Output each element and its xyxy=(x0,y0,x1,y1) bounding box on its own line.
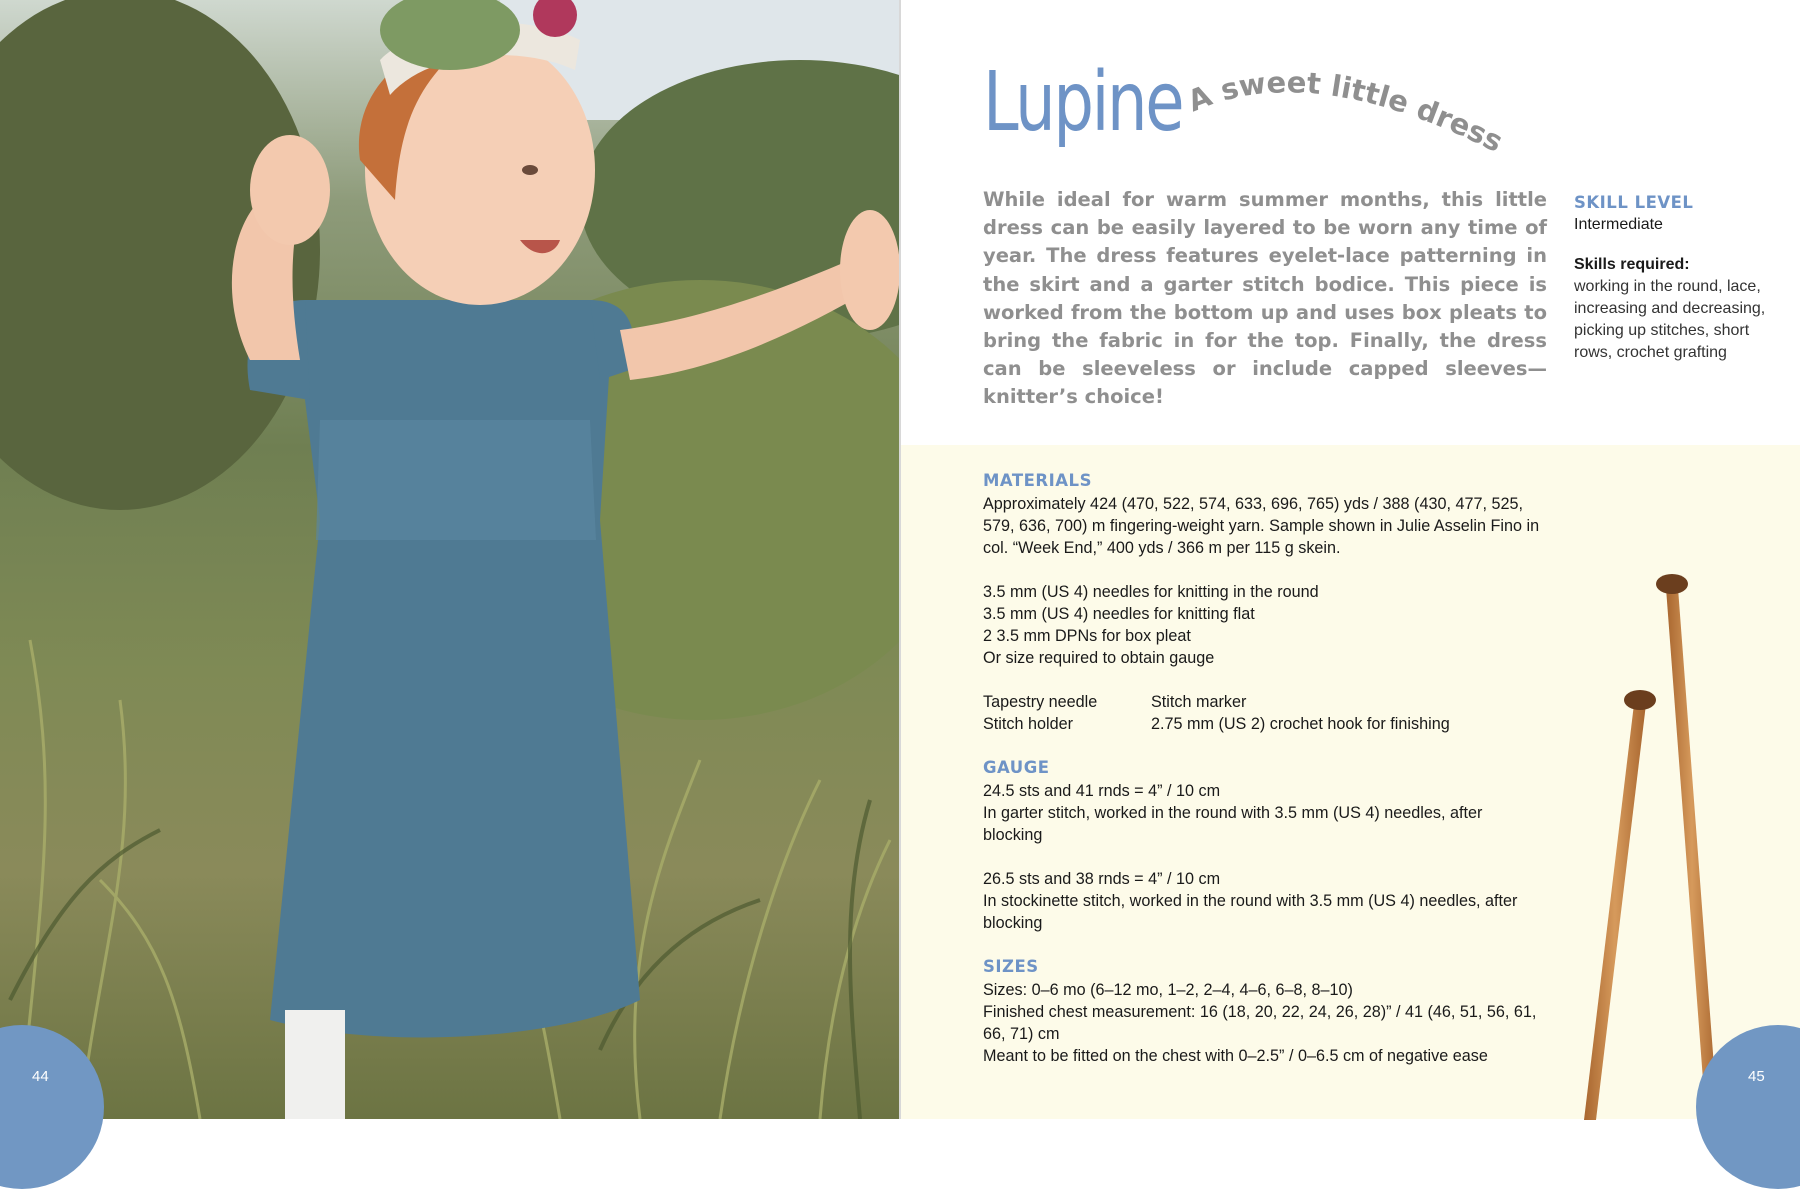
sizes-list: Sizes: 0–6 mo (6–12 mo, 1–2, 2–4, 4–6, 6–8, 8–10) xyxy=(983,981,1353,999)
gauge-garter-note: In garter stitch, worked in the round with 3.5 mm (US 4) needles, after blocking xyxy=(983,804,1483,844)
pattern-title: Lupine xyxy=(983,55,1183,150)
photo-illustration xyxy=(0,0,900,1119)
pattern-details xyxy=(983,470,1543,1067)
materials-section xyxy=(983,470,1543,559)
photo-child-in-knitted-dress xyxy=(0,0,900,1119)
needle-item: 3.5 mm (US 4) needles for knitting flat xyxy=(983,605,1255,623)
materials-yarn: Approximately 424 (470, 522, 574, 633, 696, 765) yds / 388 (430, 477, 525, 579, 636, 700) m fingering-weight yarn. Sample shown in Julie Asselin Fino in col. “Week End,” 400 yds / 366 m per 115 g skein. xyxy=(983,495,1540,557)
notion-item: Stitch holder xyxy=(983,715,1073,733)
notion-item: Tapestry needle xyxy=(983,693,1098,711)
sizes-heading: SIZES xyxy=(983,957,1039,976)
gauge-stockinette xyxy=(983,868,1543,934)
skills-required-label: Skills required: xyxy=(1574,256,1690,273)
pattern-subtitle-arc xyxy=(1181,60,1511,170)
sizes-chest: Finished chest measurement: 16 (18, 20, 22, 24, 26, 28)” / 41 (46, 51, 56, 61, 66, 71) cm xyxy=(983,1003,1537,1043)
gauge-garter-count: 24.5 sts and 41 rnds = 4” / 10 cm xyxy=(983,782,1221,800)
gauge-section xyxy=(983,757,1543,846)
materials-heading: MATERIALS xyxy=(983,471,1092,490)
pattern-subtitle xyxy=(1183,65,1508,159)
page-number-right: 45 xyxy=(1748,1068,1765,1085)
needle-item: 2 3.5 mm DPNs for box pleat xyxy=(983,627,1191,645)
intro-paragraph: While ideal for warm summer months, this little dress can be easily layered to be worn any time of year. The dress features eyelet-lace patterning in the skirt and a garter stitch bodice. This piece is worked from the bottom up and uses box pleats to bring the fabric in for the top. Finally, the dress can be sleeveless or include capped sleeves—knitter’s choice! xyxy=(983,188,1547,409)
skill-level-heading: SKILL LEVEL xyxy=(1574,193,1694,212)
needles-list xyxy=(983,581,1543,669)
page-number-left: 44 xyxy=(32,1068,49,1085)
sizes-fit: Meant to be fitted on the chest with 0–2.5” / 0–6.5 cm of negative ease xyxy=(983,1047,1488,1065)
notion-item: Stitch marker xyxy=(1151,693,1247,711)
gauge-stockinette-count: 26.5 sts and 38 rnds = 4” / 10 cm xyxy=(983,870,1221,888)
notion-item: 2.75 mm (US 2) crochet hook for finishing xyxy=(1151,715,1450,733)
skill-level-value: Intermediate xyxy=(1574,216,1663,233)
gauge-heading: GAUGE xyxy=(983,758,1050,777)
knitting-needles-icon xyxy=(1560,560,1740,1120)
needle-item: 3.5 mm (US 4) needles for knitting in the round xyxy=(983,583,1319,601)
notions-grid xyxy=(983,691,1543,735)
sizes-section xyxy=(983,956,1543,1067)
pattern-subtitle-text: A sweet little dress xyxy=(1182,65,1509,159)
gauge-stockinette-note: In stockinette stitch, worked in the round with 3.5 mm (US 4) needles, after blocking xyxy=(983,892,1518,932)
skills-required-text: working in the round, lace, increasing and decreasing, picking up stitches, short rows, crochet grafting xyxy=(1574,278,1766,361)
needle-item: Or size required to obtain gauge xyxy=(983,649,1215,667)
skill-level-box xyxy=(1574,193,1774,364)
